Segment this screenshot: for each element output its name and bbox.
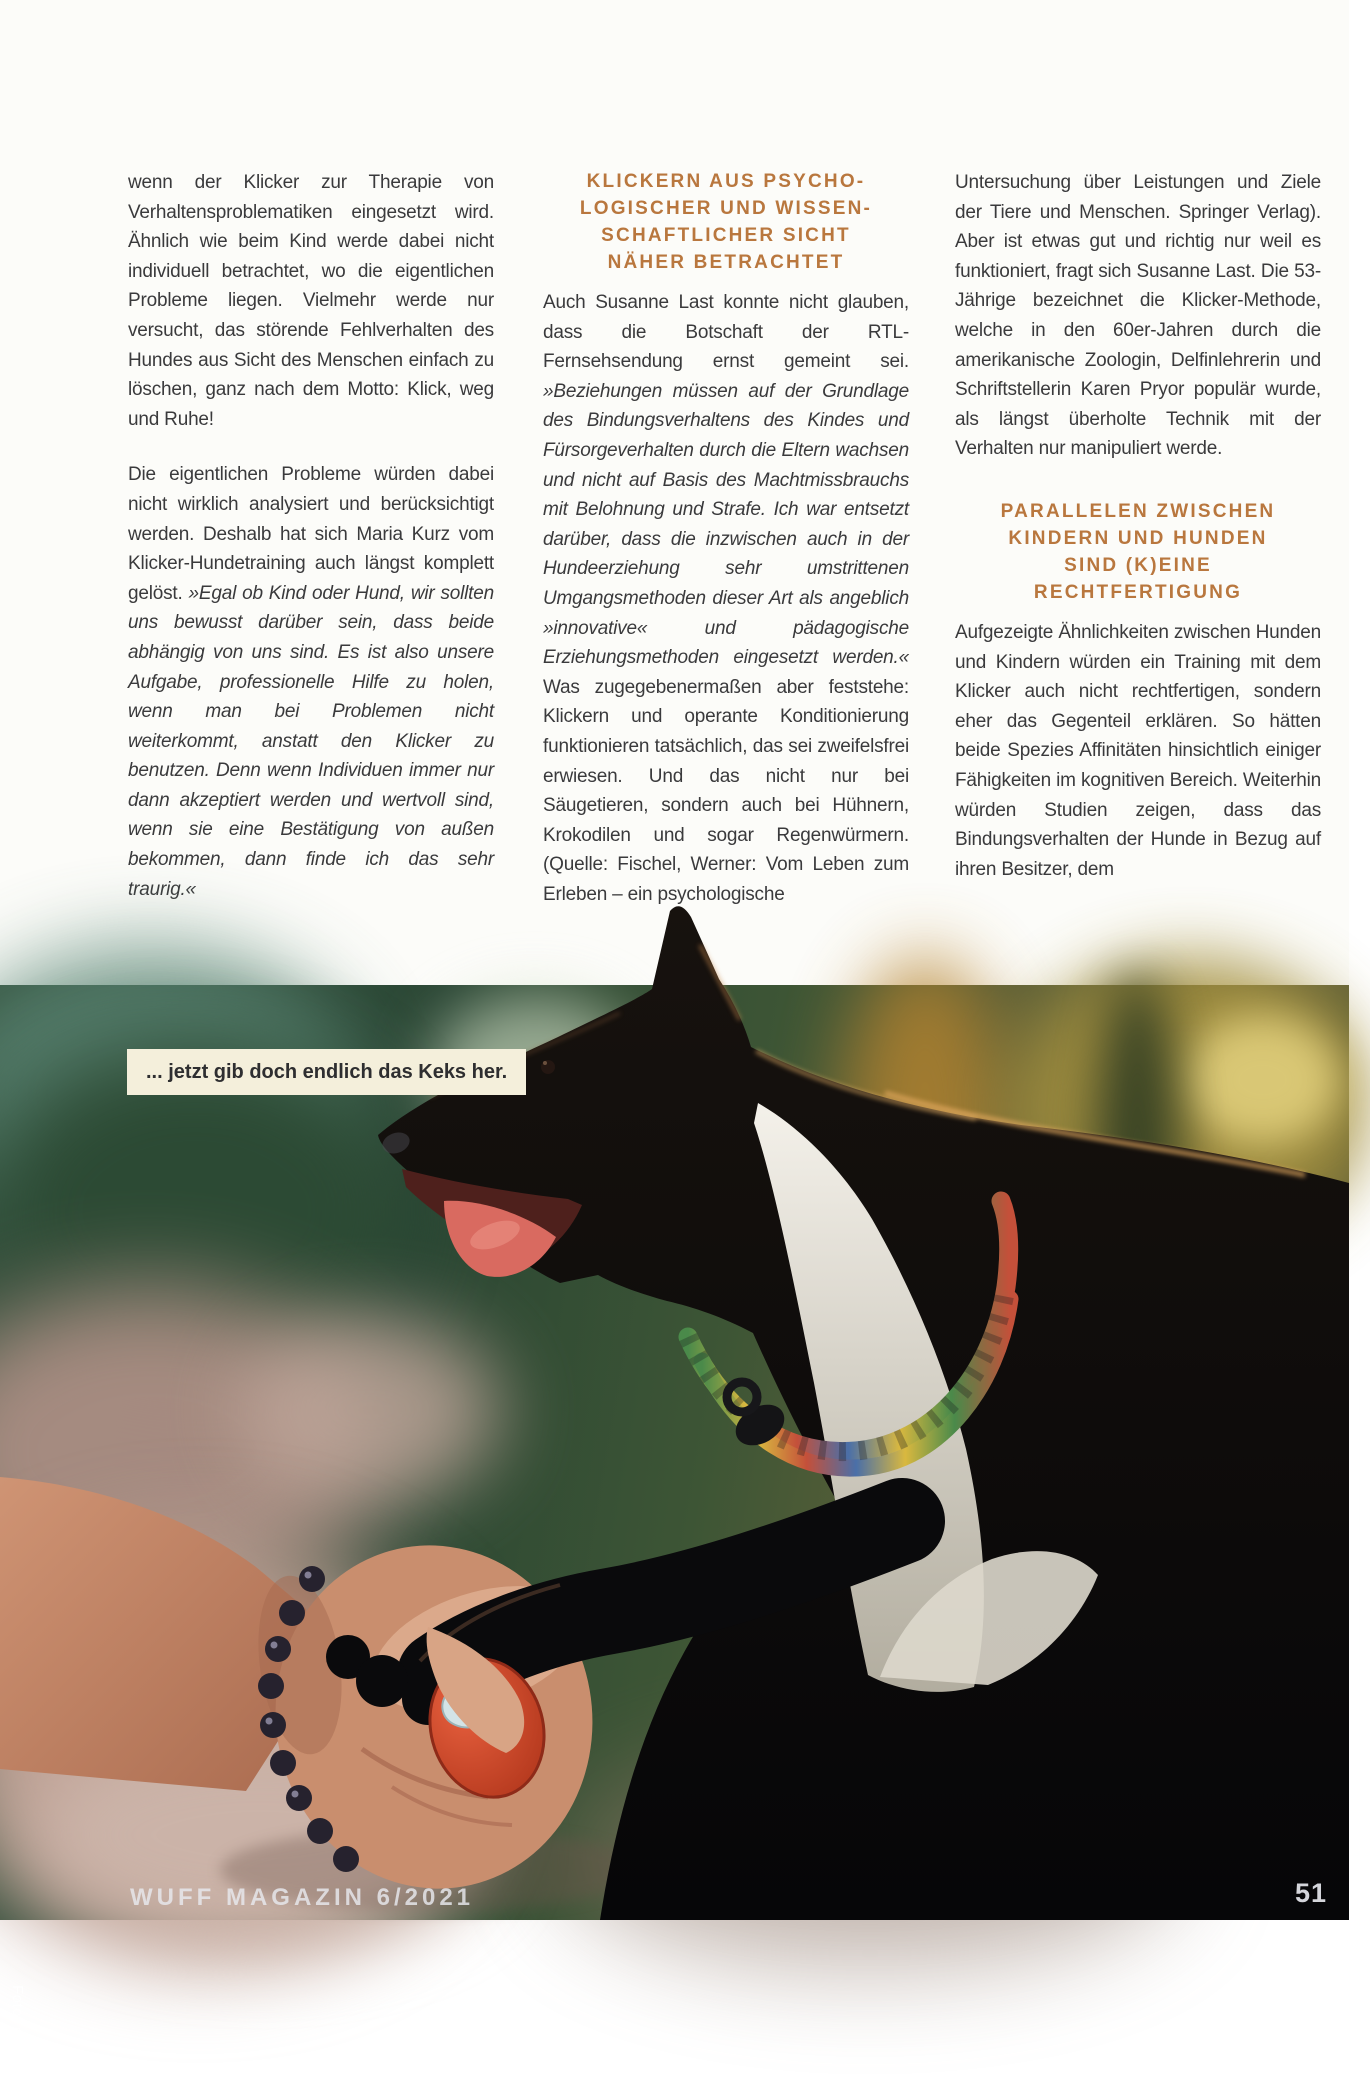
heading-line: PARALLELEN ZWISCHEN [1000,500,1276,522]
paragraph-text: Aufgezeigte Ähnlichkeiten zwischen Hunden und Kindern würden ein Training mit dem Klicker auch nicht rechtfertigen, sondern eher das Gegenteil erklären. So hätten beide Spezies Affinitäten hinsichtlich einiger Fähigkeiten im kognitiven Bereich. Weiterhin würden Studien zeigen, dass das Bindungsverhalten der Hunde in Bezug auf ihren Besitzer, dem [955,621,1321,880]
section-heading [543,168,909,276]
footer-magazine-title: WUFF MAGAZIN 6/2021 [130,1884,475,1911]
dog-photo [0,985,1349,2090]
quote-text: »Egal ob Kind oder Hund, wir sollten uns bewusst darüber sein, dass beide abhängig von uns sind. Es ist also unsere Aufgabe, professionelle Hilfe zu holen, wenn man bei Problemen nicht weiterkommt, anstatt den Klicker zu benutzen. Denn wenn Individuen immer nur dann akzeptiert werden und wertvoll sind, wenn sie eine Bestätigung von außen bekommen, dann finde ich das sehr traurig.« [128,582,494,900]
heading-line: NÄHER BETRACHTET [607,252,845,273]
paragraph-text: Untersuchung über Leistungen und Ziele der Tiere und Menschen. Springer Verlag). Aber ist etwas gut und richtig nur weil es funktioniert, fragt sich Susanne Last. Die 53-Jährige bezeichnet die Klicker-Methode, welche in den 60er-Jahren durch die amerikanische Zoologin, Delfinlehrerin und Schriftstellerin Karen Pryor populär wurde, als längst überholte Technik mit der Verhalten nur manipuliert werde. [955,172,1321,460]
heading-line: KLICKERN AUS PSYCHO- [586,171,866,192]
paragraph-text: Was zugegebenermaßen aber feststehe: Klickern und operante Konditionierung funktionieren tatsächlich, das sei zweifelsfrei erwiesen. Und das nicht nur bei Säugetieren, sondern auch bei Hühnern, Krokodilen und sogar Regenwürmern. (Quelle: Fischel, Werner: Vom Leben zum Erleben – ein psychologische [543,676,909,905]
column-middle [543,168,909,909]
heading-line: SCHAFTLICHER SICHT [601,225,851,246]
photo-caption: ... jetzt gib doch endlich das Keks her. [127,1049,526,1095]
paragraph [128,460,494,904]
photo-credit: Foto: melounix [9,1985,26,2090]
heading-line: LOGISCHER UND WISSEN- [579,198,873,219]
paragraph [955,618,1321,884]
paragraph-text: Auch Susanne Last konnte nicht glauben, dass die Botschaft der RTL-Fernsehsendung ernst gemeint sei. [543,292,909,373]
paragraph-text: Die eigentlichen Probleme würden dabei nicht wirklich analysiert und berücksichtigt werden. Deshalb hat sich Maria Kurz vom Klicker-Hundetraining auch längst komplett gelöst. [128,464,494,604]
column-left [128,168,494,904]
paragraph [543,288,909,909]
paragraph [955,168,1321,464]
paragraph [128,168,494,434]
heading-line: SIND (K)EINE [1064,554,1212,576]
section-heading [955,498,1321,606]
page-number: 51 [1294,1878,1327,1908]
paragraph-text: wenn der Klicker zur Therapie von Verhaltensproblematiken eingesetzt wird. Ähnlich wie beim Kind werde dabei nicht individuell betrachtet, wo die eigentlichen Probleme liegen. Vielmehr werde nur versucht, das störende Fehlverhalten des Hundes aus Sicht des Menschen einfach zu löschen, ganz nach dem Motto: Klick, weg und Ruhe! [128,172,494,430]
dog-illustration [0,885,1349,1920]
heading-line: RECHTFERTIGUNG [1033,581,1243,603]
column-right [955,168,1321,884]
heading-line: KINDERN UND HUNDEN [1008,527,1268,549]
quote-text: »Beziehungen müssen auf der Grundlage des Bindungsverhaltens des Kindes und Fürsorgeverhalten durch die Eltern wachsen und nicht auf Basis des Machtmissbrauchs mit Belohnung und Strafe. Ich war entsetzt darüber, dass die inzwischen auch in der Hundeerziehung sehr umstrittenen Umgangsmethoden dieser Art als angeblich »innovative« und pädagogische Erziehungsmethoden eingesetzt werden.« [543,380,909,669]
